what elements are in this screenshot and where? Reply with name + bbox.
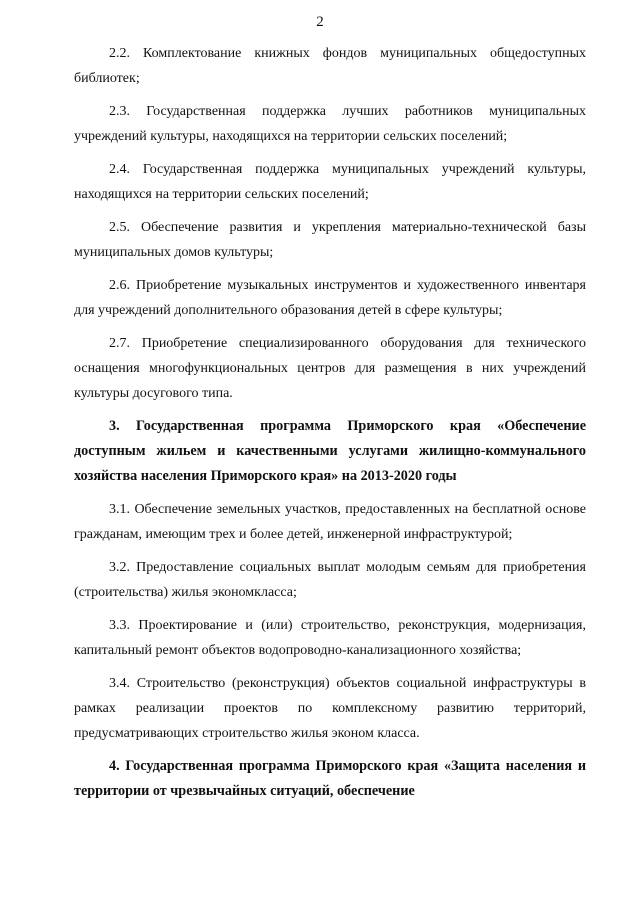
- section-heading-4: 4. Государственная программа Приморского края «Защита населения и территории от чрезвычайных ситуаций, обеспечение: [74, 758, 586, 799]
- paragraph-2-2: 2.2. Комплектование книжных фондов муниципальных общедоступных библиотек;: [74, 46, 586, 86]
- paragraph-3-1: 3.1. Обеспечение земельных участков, предоставленных на бесплатной основе гражданам, имеющим трех и более детей, инженерной инфраструктурой;: [74, 502, 586, 542]
- paragraph-2-7: 2.7. Приобретение специализированного оборудования для технического оснащения многофункциональных центров для размещения в них учреждений культуры досугового типа.: [74, 336, 586, 401]
- paragraph-3-4: 3.4. Строительство (реконструкция) объектов социальной инфраструктуры в рамках реализации проектов по комплексному развитию территорий, предусматривающих строительство жилья эконом класса.: [74, 676, 586, 741]
- page-number: 2: [316, 14, 324, 30]
- paragraph-3-2: 3.2. Предоставление социальных выплат молодым семьям для приобретения (строительства) жилья экономкласса;: [74, 560, 586, 600]
- paragraph-3-3: 3.3. Проектирование и (или) строительство, реконструкция, модернизация, капитальный ремонт объектов водопроводно-канализационного хозяйства;: [74, 618, 586, 658]
- paragraph-2-6: 2.6. Приобретение музыкальных инструментов и художественного инвентаря для учреждений дополнительного образования детей в сфере культуры;: [74, 278, 586, 318]
- paragraph-2-4: 2.4. Государственная поддержка муниципальных учреждений культуры, находящихся на территории сельских поселений;: [74, 162, 586, 202]
- section-heading-3: 3. Государственная программа Приморского края «Обеспечение доступным жильем и качественными услугами жилищно-коммунального хозяйства населения Приморского края» на 2013-2020 годы: [74, 418, 586, 484]
- document-body: [74, 41, 586, 812]
- paragraph-2-5: 2.5. Обеспечение развития и укрепления материально-технической базы муниципальных домов культуры;: [74, 220, 586, 260]
- paragraph-2-3: 2.3. Государственная поддержка лучших работников муниципальных учреждений культуры, находящихся на территории сельских поселений;: [74, 104, 586, 144]
